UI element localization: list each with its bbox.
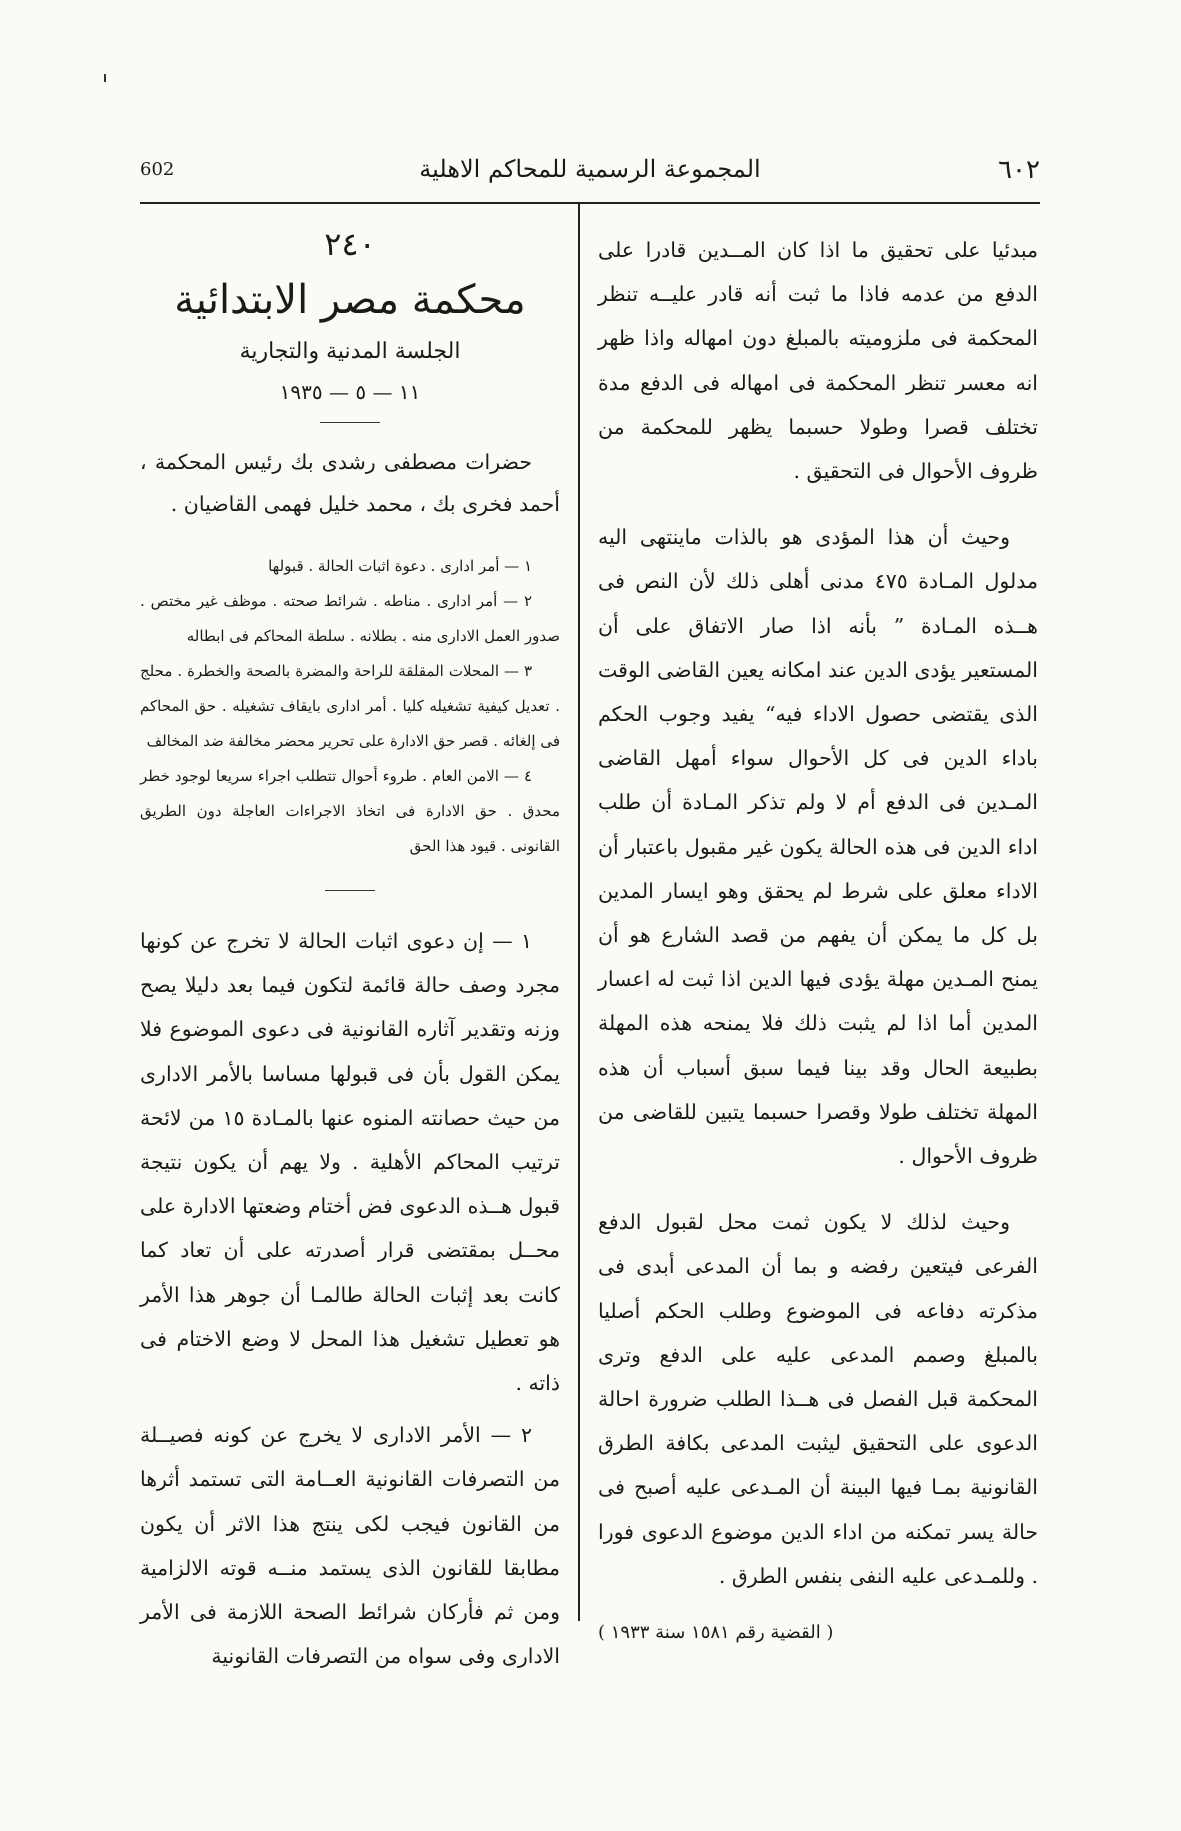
section-rule xyxy=(320,422,380,423)
paragraph: مبدئيا على تحقيق ما اذا كان المــدين قادرا على الدفع من عدمه فاذا ما ثبت أنه قادر عليــه تنظر المحكمة فى ملزوميته بالمبلغ دون امهاله واذا ظهر انه معسر تنظر المحكمة فى امهاله فى الدفع مدة تختلف قصرا وطولا حسبما يظهر للمحكمة من ظروف الأحوال فى التحقيق . xyxy=(598,238,1038,484)
page-number-latin: 602 xyxy=(140,159,175,180)
keyword-item: ٤ — الامن العام . طروء أحوال تتطلب اجراء سريعا لوجود خطر محدق . حق الادارة فى اتخاذ الاجراءات العاجلة دون الطريق القانونى . قيود هذا الحق xyxy=(140,767,560,855)
page-header xyxy=(140,155,1040,195)
paragraph: وحيث لذلك لا يكون ثمت محل لقبول الدفع الفرعى فيتعين رفضه و بما أن المدعى أبدى فى مذكرته دفاعه فى الموضوع وطلب الحكم أصليا بالمبلغ وصمم المدعى عليه على الدفع وترى المحكمة قبل الفصل فى هــذا الطلب ضرورة احالة الدعوى على التحقيق ليثبت المدعى بكافة الطرق القانونية بمـا فيها البينة أن المـدعى عليه أصبح فى حالة يسر تمكنه من اداء الدين موضوع الدعوى فورا . وللمـدعى عليه النفى بنفس الطرق . xyxy=(598,1210,1038,1588)
court-name: محكمة مصر الابتدائية xyxy=(174,277,526,323)
margin-mark xyxy=(104,74,106,82)
principle-paragraph: ٢ — الأمر الادارى لا يخرج عن كونه فصيــلة من التصرفات القانونية العــامة التى تستمد أثرها من القانون فيجب لكى ينتج هذا الاثر أن يكون مطابقا للقانون الذى يستمد منــه قوته الالزامية ومن ثم فأركان شرائط الصحة اللازمة فى الأمر الادارى وفى سواه من التصرفات القانونية xyxy=(140,1423,560,1669)
keyword-item: ١ — أمر ادارى . دعوة اثبات الحالة . قبولها xyxy=(268,557,532,575)
left-column xyxy=(140,220,560,1678)
case-number: ٢٤٠ xyxy=(324,225,376,263)
keywords-block xyxy=(140,549,560,864)
paragraph: وحيث أن هذا المؤدى هو بالذات ماينتهى اليه مدلول المـادة ٤٧٥ مدنى أهلى ذلك لأن النص فى هــذه المـادة ” بأنه اذا صار الاتفاق على أن المستعير يؤدى الدين عند امكانه يعين القاضى الوقت الذى يقتضى حصول الاداء فيه“ يفيد وجوب الحكم باداء الدين فى كل الأحوال سواء أمهل القاضى المـدين فى الدفع أم لا ولم تذكر المـادة أن طلب اداء الدين فى هذه الحالة يكون غير مقبول باعتبار أن الاداء معلق على شرط لم يحقق وهو ايسار المدين بل كل ما يمكن أن يفهم من قصد الشارع هو أن يمنح المـدين مهلة يؤدى فيها الدين اذا ثبت له اعسار المدين أما اذا لم يثبت ذلك فلا يمنحه هذه المهلة بطبيعة الحال وقد بينا فيما سبق أسباب أن هذه المهلة تختلف طولا وقصرا حسبما يتبين للقاضى من ظروف الأحوال . xyxy=(598,525,1038,1169)
session-name: الجلسة المدنية والتجارية xyxy=(239,339,461,364)
page-number-arabic: ٦٠٢ xyxy=(998,155,1040,185)
judges-list: حضرات مصطفى رشدى بك رئيس المحكمة ، أحمد فخرى بك ، محمد خليل فهمى القاضيان . xyxy=(140,450,560,516)
section-rule xyxy=(325,890,375,891)
right-column xyxy=(598,228,1038,1643)
principle-paragraph: ١ — إن دعوى اثبات الحالة لا تخرج عن كونها مجرد وصف حالة قائمة لتكون فيما بعد دليلا يصح وزنه وتقدير آثاره القانونية فى دعوى الموضوع فلا يمكن القول بأن فى قبولها مساسا بالأمر الادارى من حيث حصانته المنوه عنها بالمـادة ١٥ من لائحة ترتيب المحاكم الأهلية . ولا يهم أن يكون نتيجة قبول هــذه الدعوى فض أختام وضعتها الادارة على محــل بمقتضى قرار أصدرته على أن تعاد كما كانت بعد إثبات الحالة طالمـا أن جوهر هذا الأمر هو تعطيل تشغيل هذا المحل لا وضع الاختام فى ذاته . xyxy=(140,929,560,1396)
session-date: ١١ — ٥ — ١٩٣٥ xyxy=(279,380,421,404)
column-divider xyxy=(578,204,580,1621)
running-title: المجموعة الرسمية للمحاكم الاهلية xyxy=(419,155,761,183)
header-rule xyxy=(140,202,1040,204)
keyword-item: ٣ — المحلات المقلقة للراحة والمضرة بالصحة والخطرة . محلج . تعديل كيفية تشغيله كليا . أمر ادارى بايقاف تشغيله . حق المحاكم فى إلغائه . قصر حق الادارة على تحرير محضر مخالفة ضد المخالف xyxy=(140,662,560,750)
case-citation: ( القضية رقم ١٥٨١ سنة ١٩٣٣ ) xyxy=(598,1622,834,1644)
keyword-item: ٢ — أمر ادارى . مناطه . شرائط صحته . موظف غير مختص . صدور العمل الادارى منه . بطلانه . سلطة المحاكم فى ابطاله xyxy=(140,592,560,645)
